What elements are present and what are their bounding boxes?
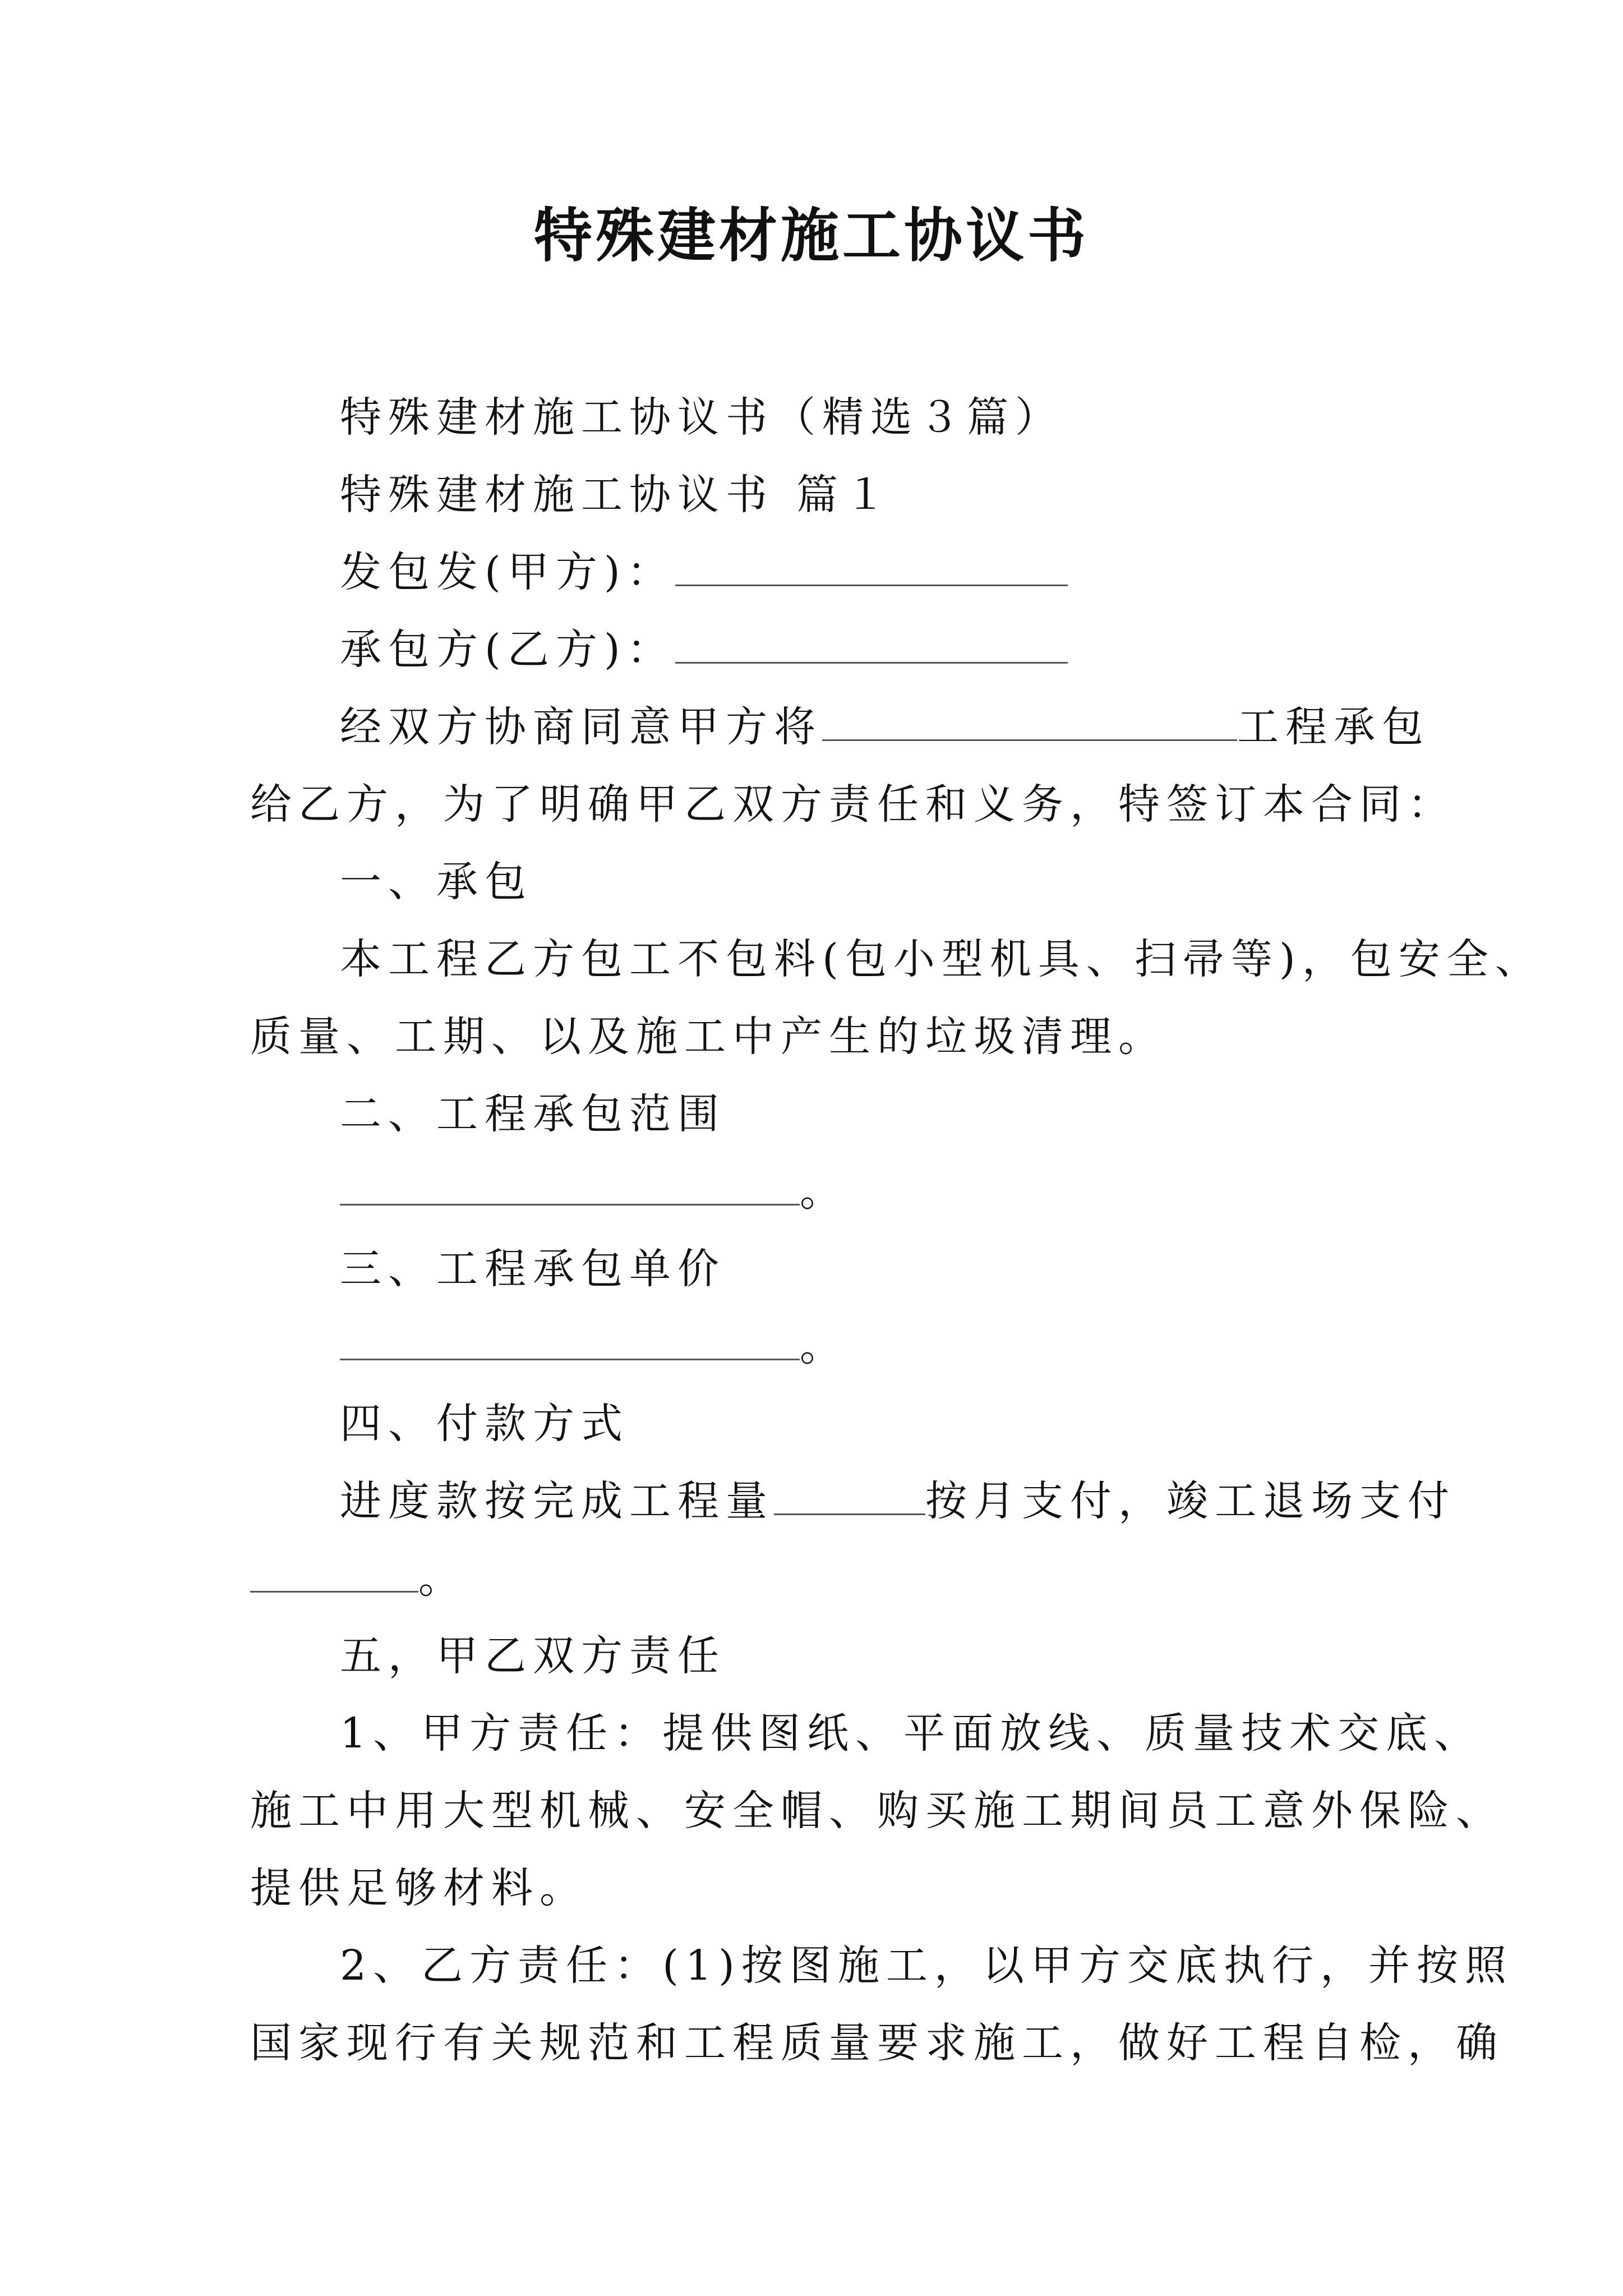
intro-text-3: 给乙方，为了明确甲乙双方责任和义务，特签订本合同： — [250, 780, 1456, 829]
progress-payment-blank[interactable] — [774, 1474, 925, 1515]
section-5-2-text-2: 国家现行有关规范和工程质量要求施工，做好工程自检，确 — [250, 2019, 1504, 2067]
section-2-blank-line — [250, 1153, 1394, 1230]
section-3-heading — [250, 1230, 1394, 1308]
chapter-number: 篇１ — [796, 471, 893, 519]
party-b-blank[interactable] — [675, 623, 1068, 664]
section-5-1-text-1: 1、甲方责任：提供图纸、平面放线、质量技术交底、 — [340, 1709, 1483, 1757]
section-5-1-line-3 — [250, 1849, 1394, 1927]
section-4-title: 四、付款方式 — [340, 1400, 629, 1448]
party-b-label: 承包方(乙方)： — [340, 625, 675, 674]
section-5-1-line-1 — [250, 1695, 1483, 1772]
section-4-end: 。 — [418, 1554, 467, 1603]
section-4-line-2 — [250, 1540, 1394, 1617]
section-4-text-1: 进度款按完成工程量 — [340, 1477, 774, 1525]
section-1-title: 一、承包 — [340, 858, 533, 906]
section-2-heading — [250, 1075, 1394, 1153]
final-payment-blank[interactable] — [250, 1552, 418, 1593]
section-1-text-1: 本工程乙方包工不包料(包小型机具、扫帚等)，包安全、 — [340, 935, 1543, 983]
section-4-text-2: 按月支付，竣工退场支付 — [925, 1477, 1456, 1525]
party-a-blank[interactable] — [675, 545, 1068, 586]
section-4-heading — [250, 1385, 1394, 1462]
section-1-heading — [250, 843, 1394, 921]
intro-line-2 — [250, 766, 1456, 843]
party-a-label: 发包发(甲方)： — [340, 548, 675, 596]
section-3-end: 。 — [800, 1322, 848, 1370]
intro-text-1: 经双方协商同意甲方将 — [340, 703, 822, 751]
section-5-heading — [250, 1617, 1394, 1695]
chapter-title: 特殊建材施工协议书 — [340, 471, 774, 519]
section-5-1-text-2: 施工中用大型机械、安全帽、购买施工期间员工意外保险、 — [250, 1787, 1504, 1835]
section-1-text-2: 质量、工期、以及施工中产生的垃圾清理。 — [250, 1013, 1166, 1061]
section-3-title: 三、工程承包单价 — [340, 1245, 726, 1293]
scope-blank[interactable] — [340, 1165, 800, 1205]
subtitle-text: 特殊建材施工协议书（精选３篇） — [340, 393, 1063, 441]
section-1-body-line-1 — [250, 921, 1543, 998]
section-3-blank-line — [250, 1308, 1394, 1385]
section-5-2-line-2 — [250, 2004, 1504, 2082]
intro-text-2: 工程承包 — [1237, 703, 1430, 751]
unit-price-blank[interactable] — [340, 1319, 800, 1360]
section-5-2-line-1 — [250, 1927, 1513, 2004]
section-5-title: 五，甲乙双方责任 — [340, 1632, 726, 1680]
section-1-body-line-2 — [250, 998, 1394, 1075]
intro-line-1 — [250, 688, 1430, 766]
chapter-heading — [250, 456, 1394, 533]
document-body — [250, 379, 1543, 2082]
section-2-title: 二、工程承包范围 — [340, 1090, 726, 1138]
document-title: 特殊建材施工协议书 — [533, 201, 1089, 270]
section-5-1-line-2 — [250, 1772, 1504, 1849]
section-5-2-text-1: 2、乙方责任：(1)按图施工，以甲方交底执行，并按照 — [340, 1941, 1513, 1990]
section-2-end: 。 — [800, 1167, 848, 1216]
section-5-1-text-3: 提供足够材料。 — [250, 1864, 588, 1912]
project-name-blank[interactable] — [822, 700, 1237, 741]
party-a-line — [250, 533, 1394, 611]
section-4-line-1 — [250, 1462, 1456, 1540]
subtitle-line — [250, 379, 1394, 456]
party-b-line — [250, 611, 1394, 688]
